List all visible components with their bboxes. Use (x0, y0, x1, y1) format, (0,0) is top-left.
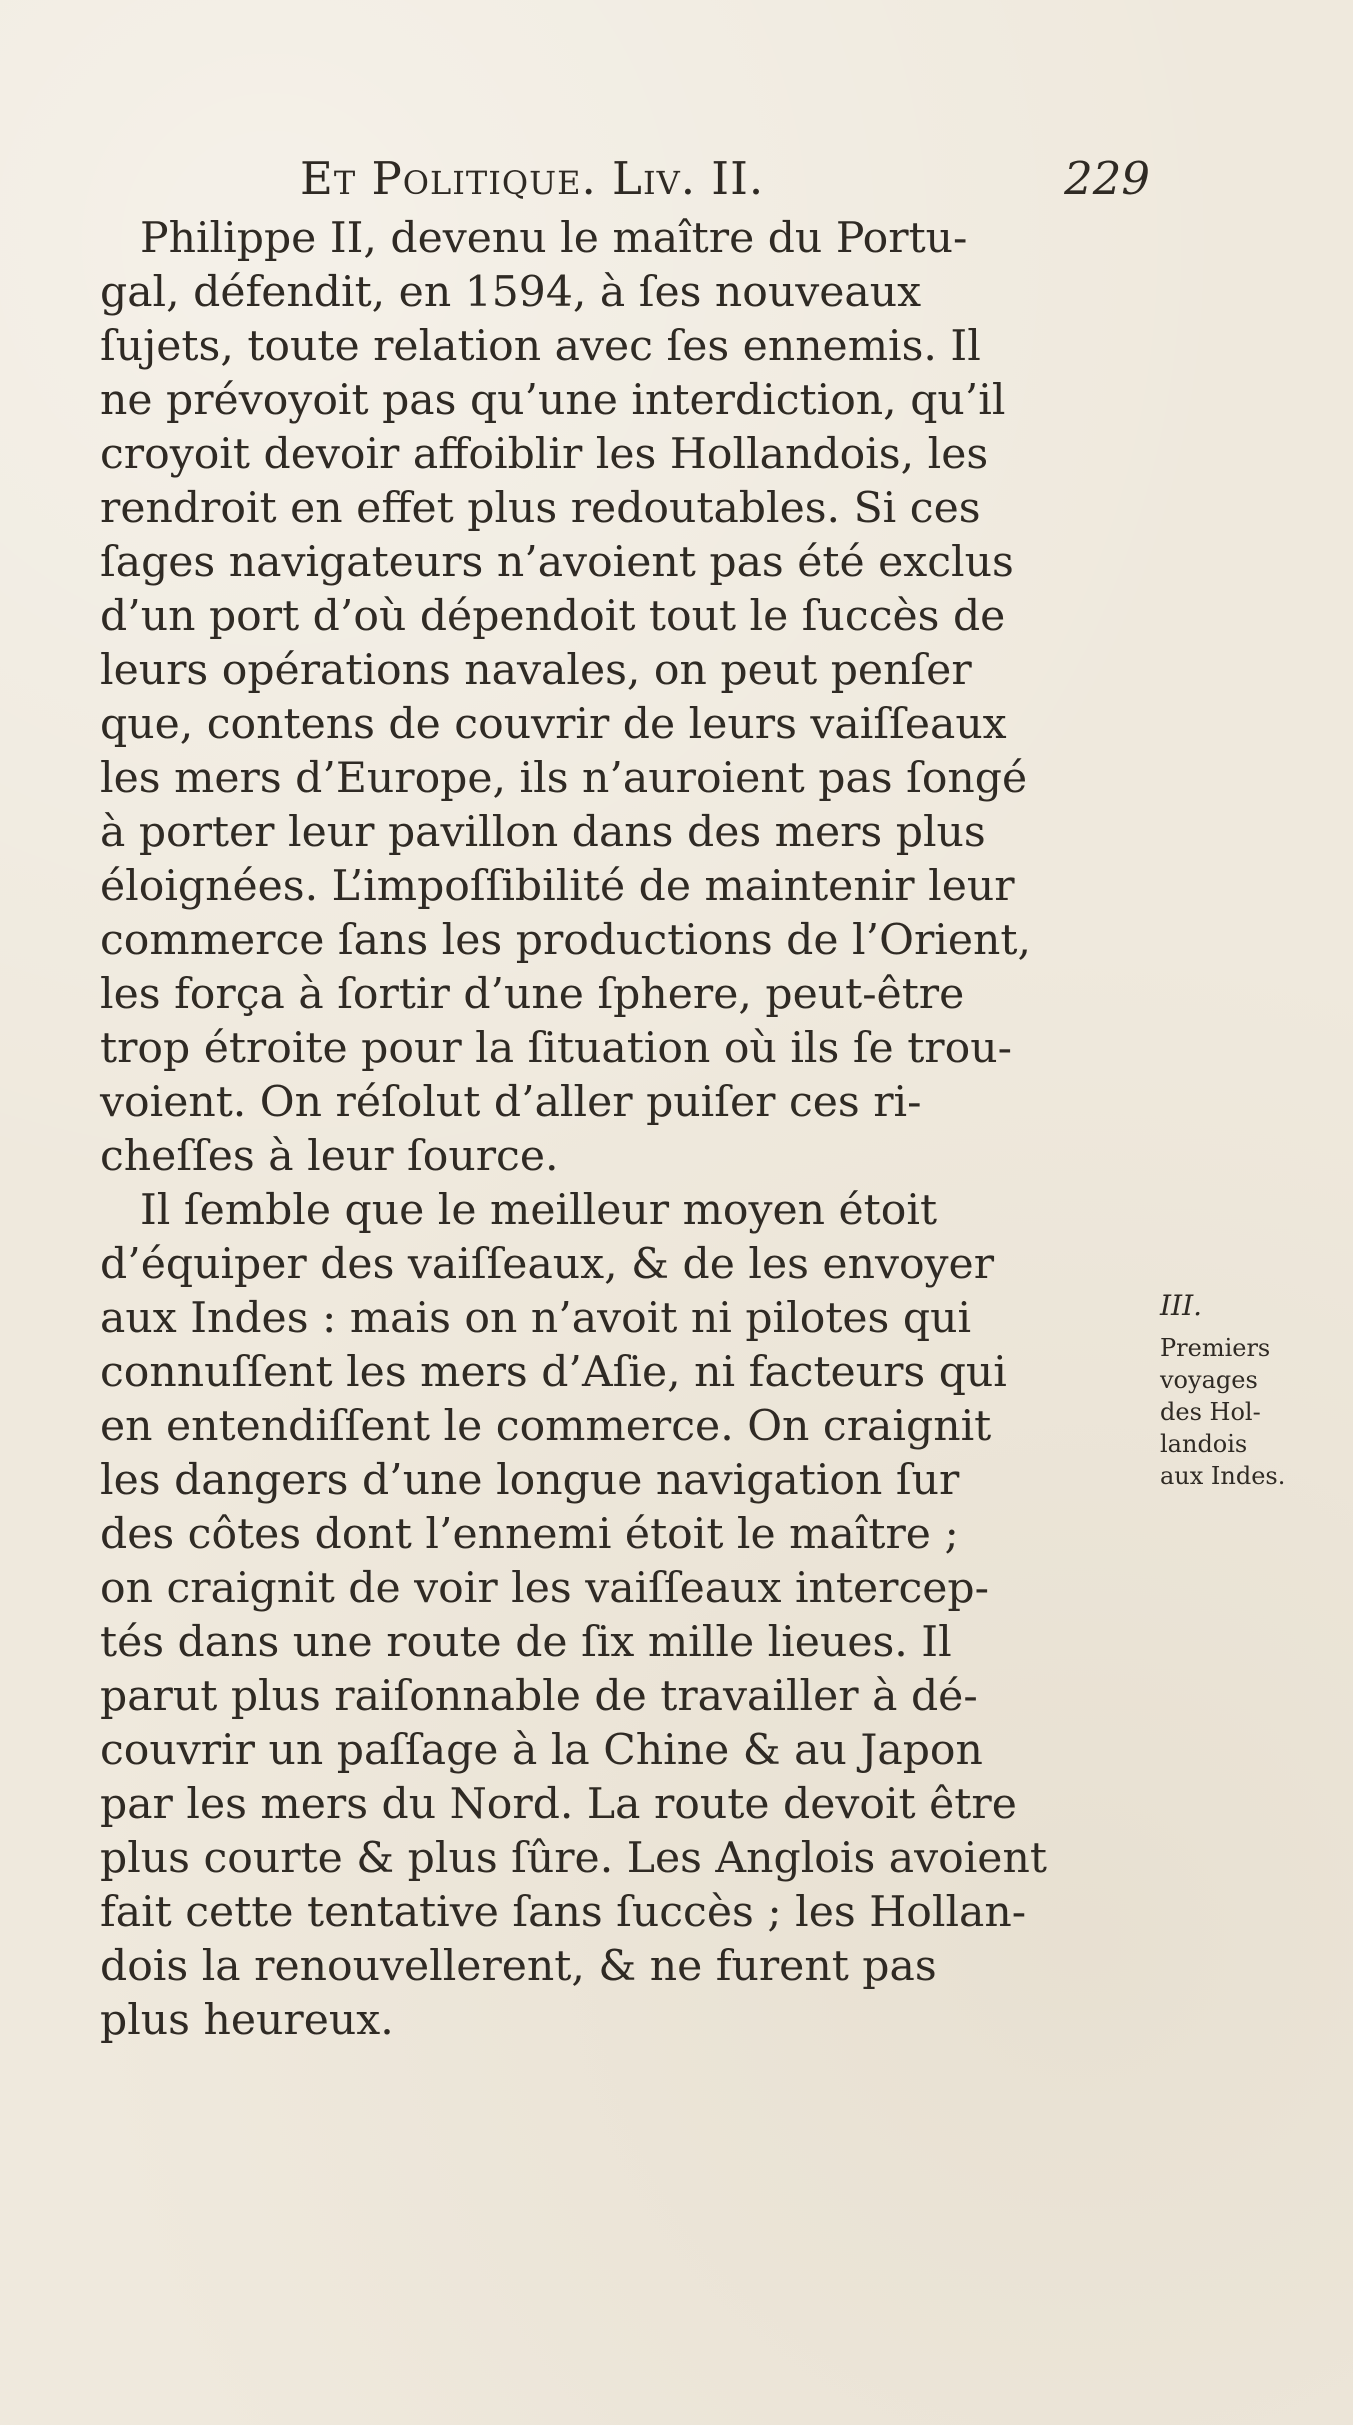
text-line-9: leurs opérations navales, on peut penſer (100, 646, 972, 695)
text-line-33: dois la renouvellerent, & ne furent pas (100, 1942, 937, 1991)
margin-note-line-1: Premiers (1160, 1334, 1271, 1362)
text-line-29: couvrir un paſſage à la Chine & au Japon (100, 1726, 983, 1775)
text-line-23: en entendiſſent le commerce. On craignit (100, 1402, 992, 1451)
text-line-14: commerce ſans les productions de l’Orient, (100, 916, 1032, 965)
text-line-26: on craignit de voir les vaiſſeaux intercep- (100, 1564, 989, 1613)
text-line-6: rendroit en effet plus redoutables. Si ces (100, 484, 981, 533)
text-line-7: ſages navigateurs n’avoient pas été exclus (100, 538, 1014, 587)
text-line-3: ſujets, toute relation avec ſes ennemis. Il (100, 322, 981, 371)
text-line-18: cheſſes à leur ſource. (100, 1132, 559, 1181)
text-line-30: par les mers du Nord. La route devoit être (100, 1780, 1017, 1829)
text-line-15: les força à ſortir d’une ſphere, peut-être (100, 970, 965, 1019)
text-line-4: ne prévoyoit pas qu’une interdiction, qu’il (100, 376, 1006, 425)
margin-note-number: III. (1160, 1289, 1203, 1322)
text-line-21: aux Indes : mais on n’avoit ni pilotes qui (100, 1294, 972, 1343)
text-line-16: trop étroite pour la ſituation où ils ſe trou- (100, 1024, 1012, 1073)
text-line-19: Il ſemble que le meilleur moyen étoit (140, 1186, 938, 1235)
text-line-20: d’équiper des vaiſſeaux, & de les envoyer (100, 1240, 995, 1289)
text-line-27: tés dans une route de ſix mille lieues. Il (100, 1618, 952, 1667)
running-title: Et Politique. Liv. II. (300, 152, 765, 205)
text-line-5: croyoit devoir affoiblir les Hollandois, les (100, 430, 989, 479)
text-line-12: à porter leur pavillon dans des mers plus (100, 808, 986, 857)
text-line-32: fait cette tentative ſans ſuccès ; les Hollan- (100, 1888, 1027, 1937)
text-line-31: plus courte & plus ſûre. Les Anglois avoient (100, 1834, 1047, 1883)
margin-note-line-4: landois (1160, 1430, 1248, 1458)
margin-note-line-5: aux Indes. (1160, 1462, 1286, 1490)
text-line-24: les dangers d’une longue navigation ſur (100, 1456, 960, 1505)
text-line-2: gal, défendit, en 1594, à ſes nouveaux (100, 268, 922, 317)
text-line-13: éloignées. L’impoſſibilité de maintenir leur (100, 862, 1015, 911)
text-line-1: Philippe II, devenu le maître du Portu- (140, 214, 968, 263)
text-line-22: connuſſent les mers d’Aſie, ni facteurs qui (100, 1348, 1007, 1397)
text-line-10: que, contens de couvrir de leurs vaiſſeaux (100, 700, 1007, 749)
text-line-25: des côtes dont l’ennemi étoit le maître ; (100, 1510, 959, 1559)
text-line-34: plus heureux. (100, 1996, 394, 2045)
margin-note-line-2: voyages (1160, 1366, 1258, 1394)
text-line-8: d’un port d’où dépendoit tout le ſuccès de (100, 592, 1006, 641)
text-line-28: parut plus raiſonnable de travailler à dé- (100, 1672, 978, 1721)
text-line-17: voient. On réſolut d’aller puiſer ces ri- (100, 1078, 922, 1127)
page-number: 229 (1064, 152, 1150, 205)
margin-note-line-3: des Hol- (1160, 1398, 1261, 1426)
text-line-11: les mers d’Europe, ils n’auroient pas ſongé (100, 754, 1028, 803)
margin-note (1160, 1289, 1340, 1552)
